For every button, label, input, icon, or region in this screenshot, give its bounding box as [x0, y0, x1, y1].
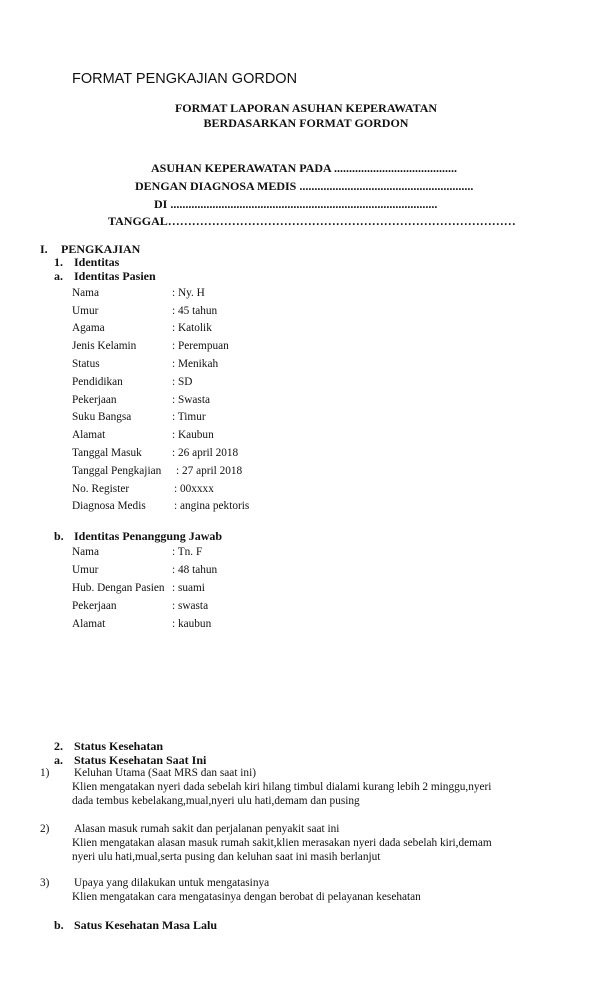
field-value: : Kaubun — [172, 429, 214, 441]
field-label: No. Register — [72, 483, 130, 495]
header-line-tanggal: TANGGAL…………………………………………………………………………… — [108, 214, 516, 228]
report-title-line-2: BERDASARKAN FORMAT GORDON — [203, 116, 409, 130]
subsection-title-penanggung-jawab: Identitas Penanggung Jawab — [74, 529, 223, 543]
item-heading-alasan-masuk: Alasan masuk rumah sakit dan perjalanan penyakit saat ini — [74, 823, 340, 835]
field-value: : 45 tahun — [172, 305, 218, 317]
subsection-title-status-kesehatan: Status Kesehatan — [74, 739, 164, 753]
header-line-diagnosa: DENGAN DIAGNOSA MEDIS .......................................................... — [135, 179, 474, 193]
subsection-title-identitas: Identitas — [74, 255, 120, 269]
field-value: : 27 april 2018 — [176, 465, 243, 477]
item-text-line: nyeri ulu hati,mual,serta pusing dan keluhan saat ini masih berlanjut — [72, 851, 381, 863]
field-value: : Swasta — [172, 394, 210, 406]
section-title-pengkajian: PENGKAJIAN — [61, 242, 141, 256]
field-value: : Katolik — [172, 322, 212, 334]
field-value: : Tn. F — [172, 546, 203, 558]
subsection-letter: a. — [54, 269, 63, 283]
field-label: Umur — [72, 564, 99, 576]
subsection-letter: b. — [54, 918, 64, 932]
header-line-asuhan: ASUHAN KEPERAWATAN PADA ......................................... — [151, 161, 458, 175]
field-value: : suami — [172, 582, 205, 594]
subsection-title-identitas-pasien: Identitas Pasien — [74, 269, 156, 283]
field-value: : 00xxxx — [174, 483, 214, 495]
field-label: Alamat — [72, 429, 106, 441]
subsection-number: 1. — [54, 255, 63, 269]
field-label: Jenis Kelamin — [72, 340, 137, 352]
field-label: Hub. Dengan Pasien — [72, 582, 165, 594]
field-label: Pekerjaan — [72, 394, 117, 406]
field-value: : 48 tahun — [172, 564, 218, 576]
subsection-letter: b. — [54, 529, 64, 543]
item-text-line: Klien mengatakan nyeri dada sebelah kiri hilang timbul dialami kurang lebih 2 minggu,nyeri — [72, 781, 492, 793]
subsection-title-status-saat-ini: Status Kesehatan Saat Ini — [74, 753, 207, 767]
subsection-number: 2. — [54, 739, 63, 753]
field-label: Suku Bangsa — [72, 411, 132, 423]
field-label: Pekerjaan — [72, 600, 117, 612]
field-label: Status — [72, 358, 100, 370]
item-heading-upaya: Upaya yang dilakukan untuk mengatasinya — [74, 877, 270, 889]
field-value: : angina pektoris — [174, 500, 250, 512]
subsection-title-masa-lalu: Satus Kesehatan Masa Lalu — [74, 918, 218, 932]
field-value: : Perempuan — [172, 340, 229, 352]
field-value: : Menikah — [172, 358, 219, 370]
item-number: 1) — [40, 767, 50, 779]
field-value: : Timur — [172, 411, 206, 423]
document-top-heading: FORMAT PENGKAJIAN GORDON — [72, 71, 298, 87]
header-line-di: DI ......................................................................................... — [154, 197, 438, 211]
item-number: 2) — [40, 823, 50, 835]
field-label: Nama — [72, 546, 99, 558]
field-label: Alamat — [72, 618, 106, 630]
subsection-letter: a. — [54, 753, 63, 767]
report-title-line-1: FORMAT LAPORAN ASUHAN KEPERAWATAN — [174, 101, 438, 115]
field-label: Tanggal Pengkajian — [72, 465, 162, 477]
field-label: Nama — [72, 287, 99, 299]
field-value: : SD — [172, 376, 193, 388]
field-value: : Ny. H — [172, 287, 205, 299]
item-text-line: Klien mengatakan cara mengatasinya dengan berobat di pelayanan kesehatan — [72, 891, 421, 903]
item-text-line: dada tembus kebelakang,mual,nyeri ulu hati,demam dan pusing — [72, 795, 360, 807]
field-label: Tanggal Masuk — [72, 447, 142, 459]
field-label: Agama — [72, 322, 105, 334]
field-label: Umur — [72, 305, 99, 317]
field-value: : swasta — [172, 600, 209, 612]
item-heading-keluhan-utama: Keluhan Utama (Saat MRS dan saat ini) — [74, 767, 256, 779]
section-number: I. — [40, 242, 48, 256]
item-number: 3) — [40, 877, 50, 889]
item-text-line: Klien mengatakan alasan masuk rumah sakit,klien merasakan nyeri dada sebelah kiri,demam — [72, 837, 492, 849]
field-value: : kaubun — [172, 618, 212, 630]
field-value: : 26 april 2018 — [172, 447, 239, 459]
field-label: Pendidikan — [72, 376, 123, 388]
field-label: Diagnosa Medis — [72, 500, 146, 512]
